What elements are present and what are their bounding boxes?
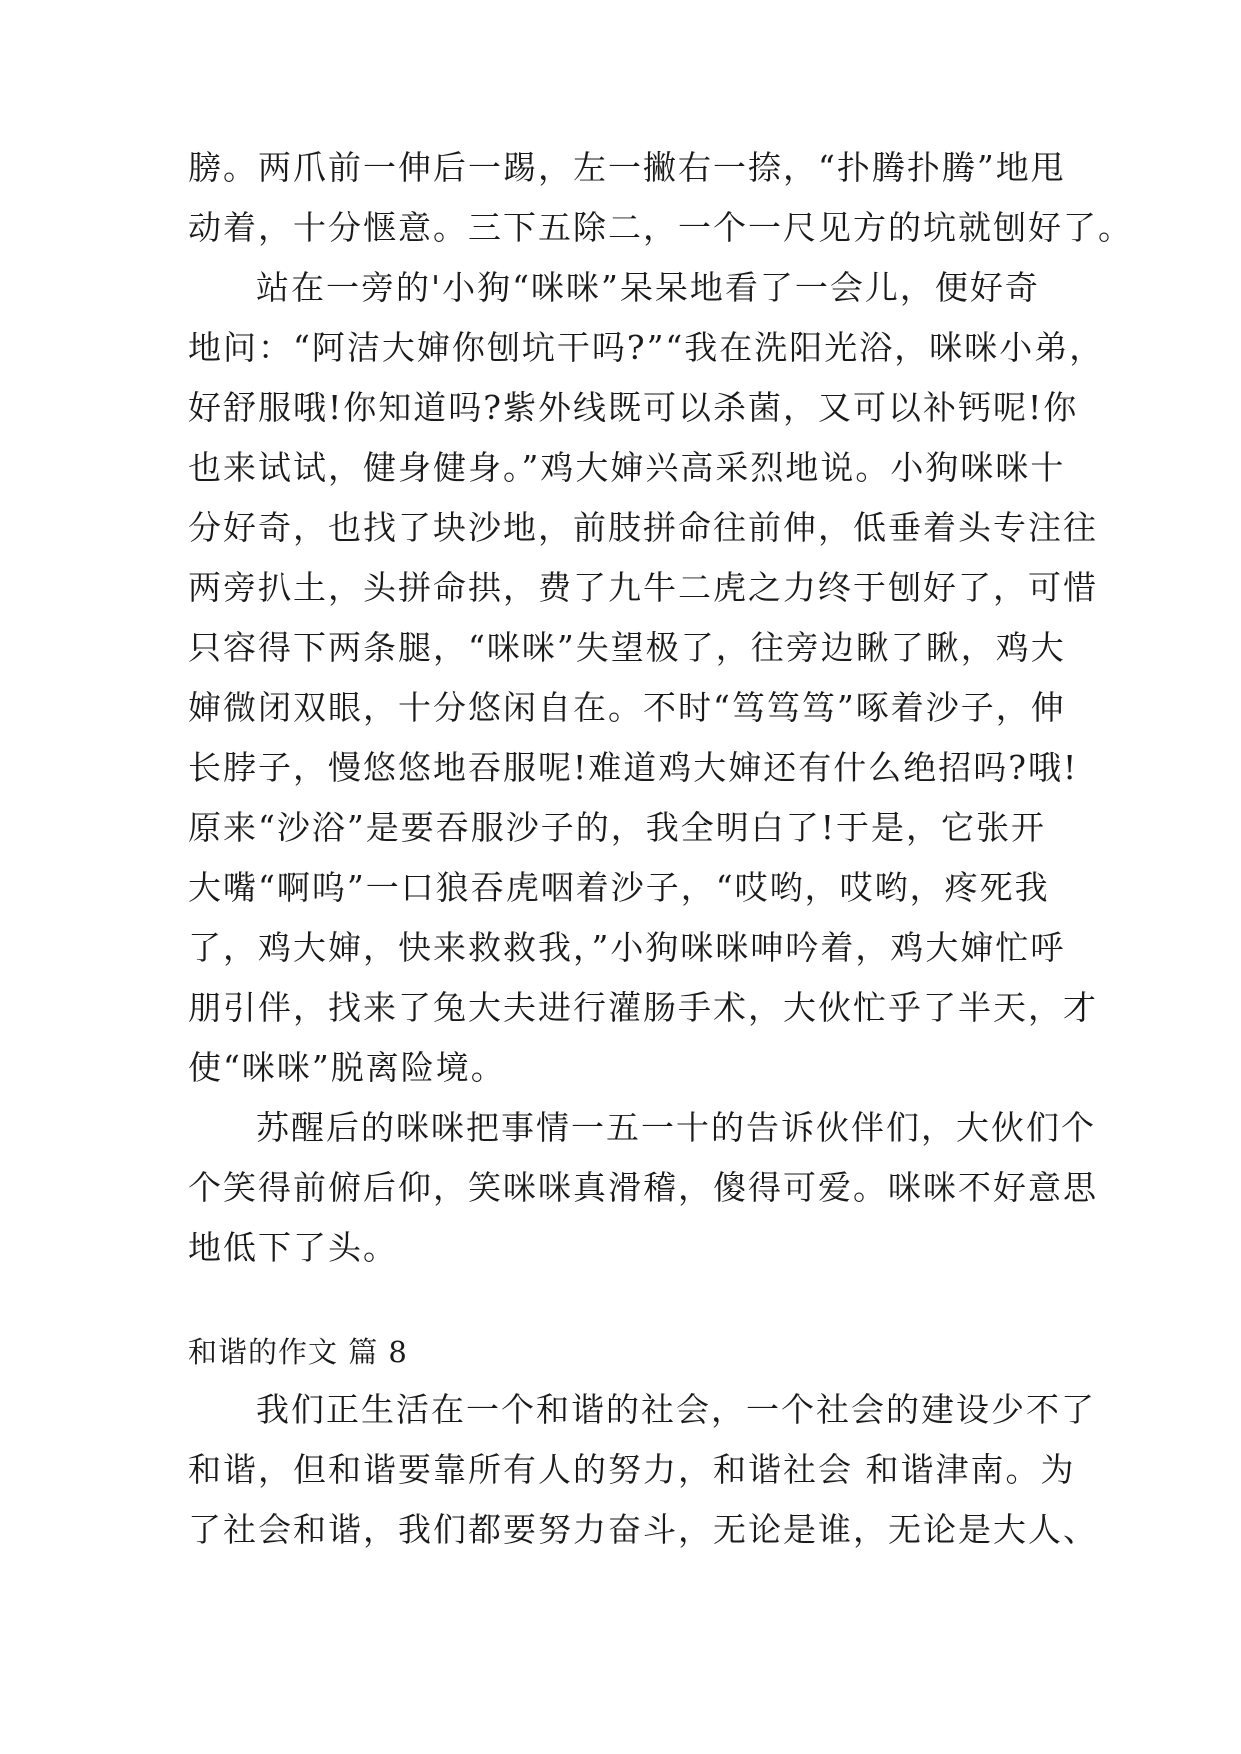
text-line: 地问：“阿洁大婶你刨坑干吗?”“我在洗阳光浴，咪咪小弟， <box>188 328 1105 367</box>
text-line: 原来“沙浴”是要吞服沙子的，我全明白了!于是，它张开 <box>188 808 1047 847</box>
text-line: 膀。两爪前一伸后一踢，左一撇右一捺，“扑腾扑腾”地甩 <box>188 148 1066 187</box>
text-line: 站在一旁的'小狗“咪咪”呆呆地看了一会儿，便好奇 <box>256 268 1040 307</box>
text-line: 只容得下两条腿，“咪咪”失望极了，往旁边瞅了瞅，鸡大 <box>188 628 1066 667</box>
text-line: 也来试试，健身健身。”鸡大婶兴高采烈地说。小狗咪咪十 <box>188 448 1066 487</box>
text-line: 动着，十分惬意。三下五除二，一个一尺见方的坑就刨好了。 <box>188 208 1133 247</box>
text-line: 朋引伴，找来了兔大夫进行灌肠手术，大伙忙乎了半天，才 <box>188 988 1098 1027</box>
text-line: 大嘴“啊呜”一口狼吞虎咽着沙子，“哎哟，哎哟，疼死我 <box>188 868 1050 907</box>
text-line: 使“咪咪”脱离险境。 <box>188 1048 506 1087</box>
text-line: 长脖子，慢悠悠地吞服呢!难道鸡大婶还有什么绝招吗?哦! <box>188 748 1079 787</box>
text-line: 两旁扒土，头拼命拱，费了九牛二虎之力终于刨好了，可惜 <box>188 568 1098 607</box>
text-line: 个笑得前俯后仰，笑咪咪真滑稽，傻得可爱。咪咪不好意思 <box>188 1168 1098 1207</box>
text-line: 了，鸡大婶，快来救救我，”小狗咪咪呻吟着，鸡大婶忙呼 <box>188 928 1066 967</box>
section-heading: 和谐的作文 篇 8 <box>188 1335 408 1369</box>
text-line: 地低下了头。 <box>188 1228 398 1267</box>
text-line: 和谐，但和谐要靠所有人的努力，和谐社会 和谐津南。为 <box>188 1450 1076 1489</box>
text-line: 婶微闭双眼，十分悠闲自在。不时“笃笃笃”啄着沙子，伸 <box>188 688 1066 727</box>
text-line: 我们正生活在一个和谐的社会，一个社会的建设少不了 <box>256 1390 1096 1429</box>
text-line: 好舒服哦!你知道吗?紫外线既可以杀菌，又可以补钙呢!你 <box>188 388 1079 427</box>
text-line: 分好奇，也找了块沙地，前肢拼命往前伸，低垂着头专注往 <box>188 508 1098 547</box>
text-line: 了社会和谐，我们都要努力奋斗，无论是谁，无论是大人、 <box>188 1510 1098 1549</box>
text-line: 苏醒后的咪咪把事情一五一十的告诉伙伴们，大伙们个 <box>256 1108 1096 1147</box>
